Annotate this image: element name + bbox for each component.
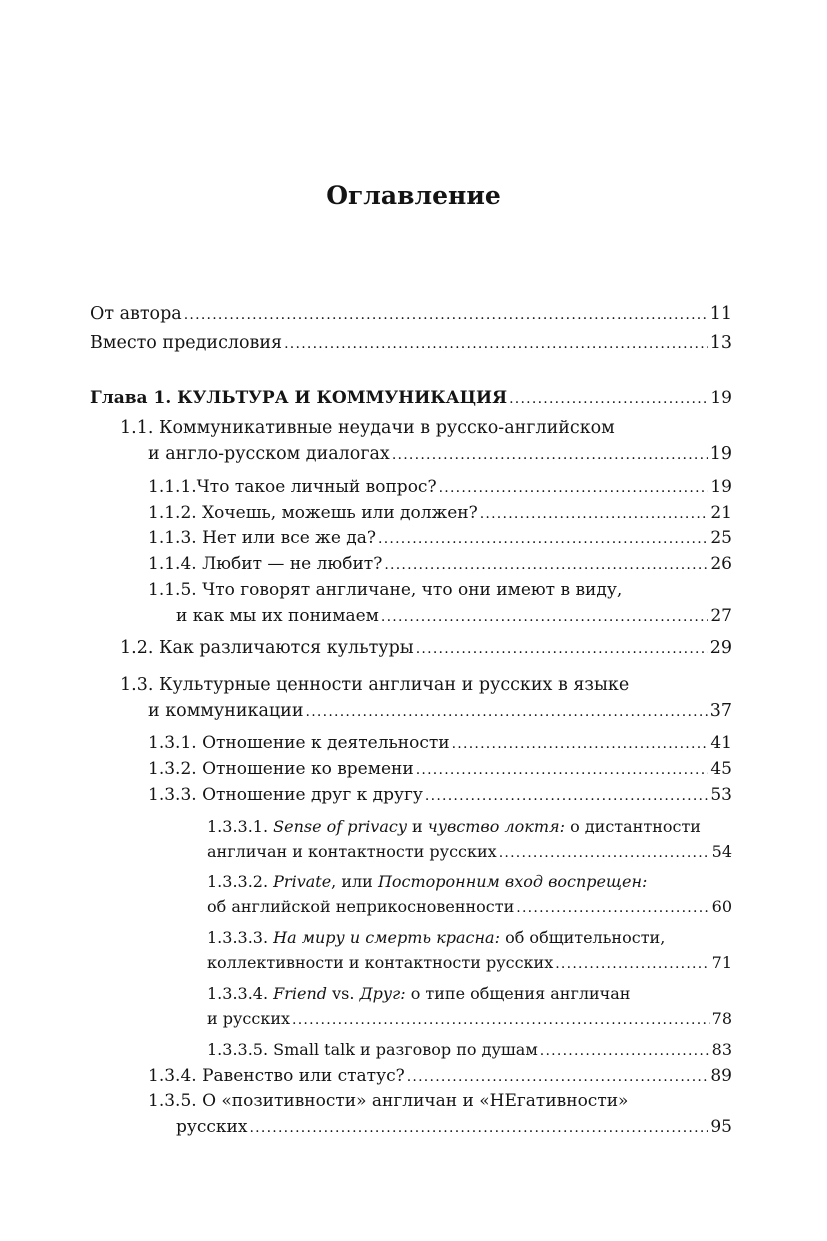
toc-entry-1-3-3-1-line1[interactable]	[207, 815, 701, 839]
toc-entry-italic: Друг:	[359, 984, 406, 1003]
toc-page-number: 45	[710, 759, 732, 779]
toc-entry-number: 1.3.3.3.	[207, 928, 269, 947]
dot-leader	[184, 303, 708, 327]
toc-page-number: 41	[710, 733, 732, 753]
toc-page-number: 95	[710, 1117, 732, 1137]
toc-entry-title: 1.1.3. Нет или все же да?	[148, 528, 376, 548]
toc-entry-1-1-1[interactable]	[148, 475, 732, 499]
toc-entry-italic: На миру и смерть красна:	[273, 928, 500, 947]
toc-entry-1-3-1[interactable]	[148, 731, 732, 755]
dot-leader	[540, 1039, 710, 1063]
toc-entry-title: об английской неприкосновенности	[207, 897, 515, 916]
toc-entry-1-3-4[interactable]	[148, 1064, 732, 1088]
toc-entry-conjunction: vs.	[332, 984, 355, 1003]
dot-leader	[384, 553, 708, 577]
dot-leader	[416, 758, 709, 782]
dot-leader	[439, 476, 709, 500]
toc-page-number: 54	[711, 842, 732, 861]
toc-entry-title: 1.1.1.Что такое личный вопрос?	[148, 477, 437, 497]
toc-entry-title: 1.3.3.5. Small talk и разговор по душам	[207, 1040, 538, 1059]
dot-leader	[392, 443, 708, 467]
dot-leader	[452, 732, 709, 756]
dot-leader	[407, 1065, 709, 1089]
toc-entry-1-3-3-2-line1[interactable]	[207, 870, 647, 894]
dot-leader	[292, 1008, 710, 1032]
toc-entry-1-3-3[interactable]	[148, 783, 732, 807]
toc-entry-italic: Sense of privacy	[273, 817, 407, 836]
dot-leader	[480, 502, 709, 526]
page-title: Оглавление	[326, 181, 501, 210]
dot-leader	[425, 784, 708, 808]
toc-entry-conjunction: , или	[331, 872, 373, 891]
toc-entry-1-1-5[interactable]	[176, 604, 732, 628]
dot-leader	[516, 896, 709, 920]
toc-page-number: 83	[711, 1040, 732, 1059]
toc-entry-conjunction: и	[411, 817, 423, 836]
toc-entry-number: 1.3.3.1.	[207, 817, 269, 836]
toc-entry-title: и русских	[207, 1009, 291, 1028]
dot-leader	[306, 700, 708, 724]
toc-entry-title: 1.3.4. Равенство или статус?	[148, 1066, 405, 1086]
toc-entry-1-3-3-2[interactable]	[207, 895, 732, 919]
toc-entry-1-1-line1[interactable]: 1.1. Коммуникативные неудачи в русско-английском	[120, 418, 615, 438]
toc-page-number: 71	[711, 953, 732, 972]
toc-entry-1-3-2[interactable]	[148, 757, 732, 781]
toc-entry-1-3-3-4[interactable]	[207, 1007, 732, 1031]
toc-entry-title: и англо-русском диалогах	[148, 444, 390, 464]
toc-page-number: 53	[710, 785, 732, 805]
toc-entry-title: Глава 1. КУЛЬТУРА И КОММУНИКАЦИЯ	[90, 388, 508, 408]
toc-page-number: 89	[710, 1066, 732, 1086]
toc-entry-title: о типе общения англичан	[410, 984, 631, 1003]
toc-entry-1-1-4[interactable]	[148, 552, 732, 576]
toc-page-number: 13	[709, 333, 732, 353]
toc-entry-title: 1.1.4. Любит — не любит?	[148, 554, 383, 574]
toc-entry-1-3-3-4-line1[interactable]	[207, 982, 630, 1006]
dot-leader	[416, 637, 708, 661]
toc-entry-title: 1.3.1. Отношение к деятельности	[148, 733, 450, 753]
dot-leader	[499, 841, 710, 865]
toc-entry-title: русских	[176, 1117, 248, 1137]
toc-entry-1-2[interactable]	[120, 636, 732, 660]
toc-page-number: 21	[710, 503, 732, 523]
dot-leader	[555, 952, 709, 976]
toc-entry-title: От автора	[90, 304, 182, 324]
toc-entry-1-1[interactable]	[148, 442, 732, 466]
toc-entry-1-1-3[interactable]	[148, 526, 732, 550]
toc-page-number: 19	[710, 477, 732, 497]
toc-entry-1-3-3-5[interactable]	[207, 1038, 732, 1062]
toc-entry-title: 1.1.2. Хочешь, можешь или должен?	[148, 503, 478, 523]
toc-entry-italic: Посторонним вход воспрещен:	[377, 872, 648, 891]
toc-page-number: 19	[710, 388, 732, 408]
toc-entry-title: о дистантности	[570, 817, 701, 836]
toc-entry-title: коллективности и контактности русских	[207, 953, 554, 972]
toc-page-number: 19	[709, 444, 732, 464]
toc-entry-1-3-3-1[interactable]	[207, 840, 732, 864]
dot-leader	[284, 332, 708, 356]
toc-entry-1-1-2[interactable]	[148, 501, 732, 525]
toc-entry-title: 1.3.2. Отношение ко времени	[148, 759, 414, 779]
dot-leader	[509, 387, 708, 411]
toc-entry-title: Вместо предисловия	[90, 333, 283, 353]
toc-page-number: 26	[710, 554, 732, 574]
toc-page-number: 78	[711, 1009, 732, 1028]
dot-leader	[249, 1116, 708, 1140]
toc-entry-italic: Friend	[273, 984, 328, 1003]
toc-entry-title: 1.3.3. Отношение друг к другу	[148, 785, 423, 805]
toc-entry-italic: чувство локтя:	[427, 817, 565, 836]
toc-entry-title: об общительности,	[505, 928, 666, 947]
toc-entry-1-3-line1[interactable]: 1.3. Культурные ценности англичан и русских в языке	[120, 675, 630, 695]
toc-entry-1-3-5[interactable]	[176, 1115, 732, 1139]
toc-page-number: 11	[709, 304, 732, 324]
toc-entry-1-3-5-line1[interactable]: 1.3.5. О «позитивности» англичан и «НЕгативности»	[148, 1091, 629, 1111]
toc-entry-chapter-1[interactable]	[90, 386, 732, 410]
toc-page-number: 29	[709, 638, 732, 658]
toc-entry-from-author[interactable]	[90, 302, 732, 326]
toc-entry-1-3-3-3-line1[interactable]	[207, 926, 665, 950]
toc-page-number: 37	[709, 701, 732, 721]
toc-entry-title: и коммуникации	[148, 701, 304, 721]
toc-entry-number: 1.3.3.4.	[207, 984, 269, 1003]
toc-entry-instead-preface[interactable]	[90, 331, 732, 355]
toc-entry-italic: Private	[273, 872, 332, 891]
toc-entry-title: и как мы их понимаем	[176, 606, 379, 626]
toc-entry-1-3-3-3[interactable]	[207, 951, 732, 975]
toc-page-number: 27	[710, 606, 732, 626]
toc-page-number: 60	[711, 897, 732, 916]
toc-entry-1-1-5-line1[interactable]: 1.1.5. Что говорят англичане, что они имеют в виду,	[148, 580, 623, 600]
toc-page-number: 25	[710, 528, 732, 548]
dot-leader	[378, 527, 708, 551]
toc-entry-number: 1.3.3.2.	[207, 872, 269, 891]
toc-entry-title: англичан и контактности русских	[207, 842, 497, 861]
dot-leader	[381, 605, 708, 629]
toc-entry-1-3[interactable]	[148, 699, 732, 723]
toc-entry-title: 1.2. Как различаются культуры	[120, 638, 414, 658]
